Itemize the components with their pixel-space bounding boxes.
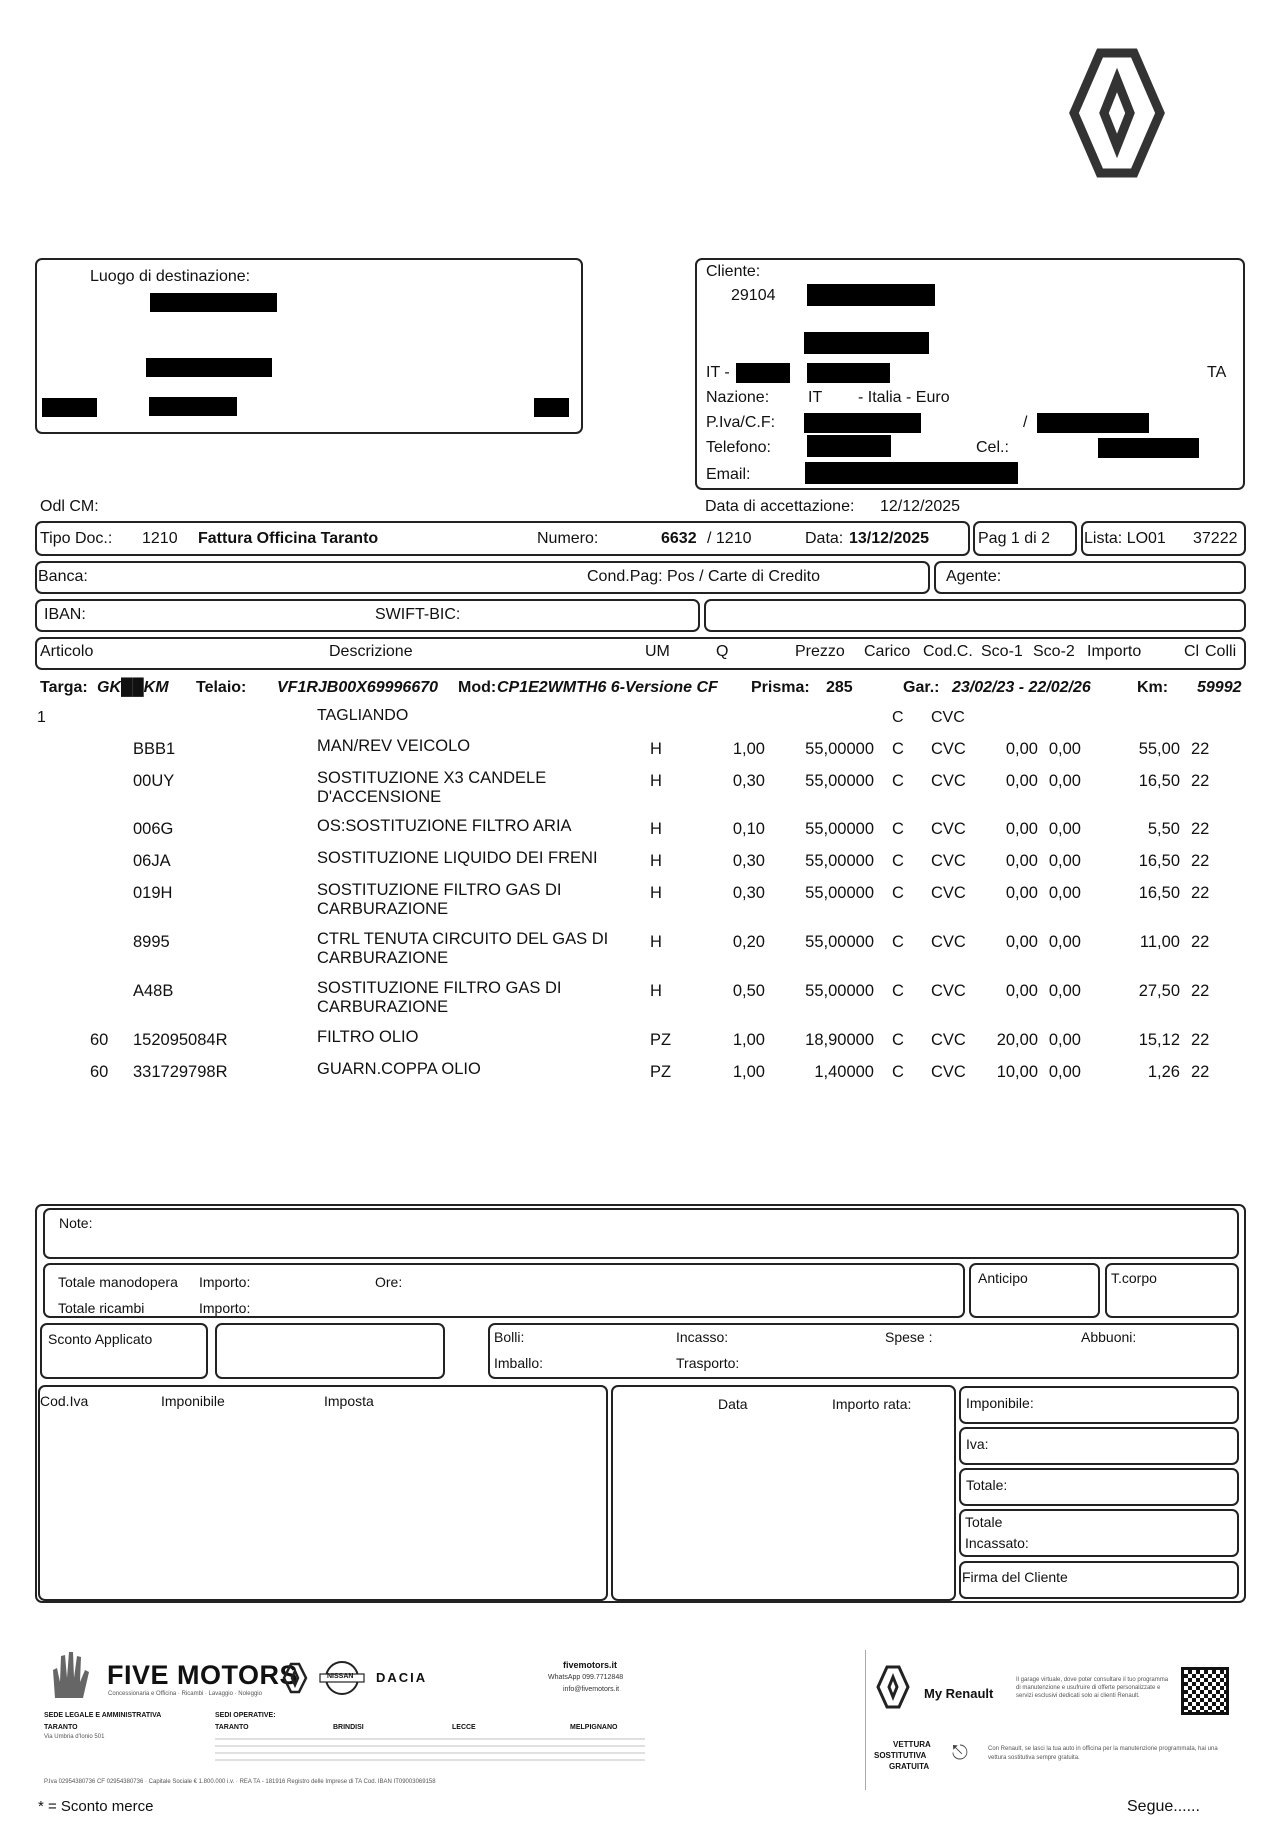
item-desc-2: D'ACCENSIONE (317, 788, 442, 806)
col-prezzo: Prezzo (795, 643, 845, 660)
list-label: Lista: LO01 (1084, 530, 1166, 547)
item-sco1: 0,00 (1005, 933, 1038, 951)
item-importo: 16,50 (1138, 852, 1180, 870)
iban-label: IBAN: (44, 606, 86, 623)
item-qty: 1,00 (732, 1063, 765, 1081)
doc-date: 13/12/2025 (849, 530, 930, 547)
item-sco1: 0,00 (1005, 772, 1038, 790)
redaction (736, 363, 790, 383)
vettura-line-3: GRATUITA (889, 1762, 930, 1771)
item-code: 019H (133, 884, 173, 902)
myrenault-logo (876, 1665, 910, 1709)
telaio-value: VF1RJB00X69996670 (277, 679, 439, 696)
item-desc: SOSTITUZIONE X3 CANDELE (317, 769, 547, 787)
item-sco2: 0,00 (1048, 982, 1081, 1000)
incasso-label: Incasso: (676, 1329, 729, 1345)
item-price: 55,00000 (805, 772, 874, 790)
item-carico: C (892, 852, 904, 870)
item-qty: 0,30 (732, 884, 765, 902)
imballo-label: Imballo: (494, 1355, 544, 1371)
redaction (1098, 438, 1199, 458)
item-price: 55,00000 (805, 852, 874, 870)
section-num: 1 (37, 709, 46, 726)
nation-label: Nazione: (706, 389, 770, 406)
manodopera-importo-label: Importo: (199, 1274, 251, 1290)
redaction (807, 284, 935, 306)
item-cl: 22 (1191, 1031, 1210, 1049)
item-qty: 1,00 (732, 740, 765, 758)
item-qty: 0,10 (732, 820, 765, 838)
section-codc: CVC (931, 709, 965, 726)
gar-value: 23/02/23 - 22/02/26 (952, 679, 1091, 696)
imponibile-col: Imponibile (161, 1393, 225, 1409)
note-label: Note: (59, 1215, 93, 1231)
col-articolo: Articolo (40, 643, 94, 660)
vettura-line-1: VETTURA (893, 1740, 931, 1749)
item-um: H (650, 740, 662, 758)
col-cl: Cl (1184, 643, 1200, 660)
col-um: UM (645, 643, 670, 660)
item-sco2: 0,00 (1048, 740, 1081, 758)
item-sco2: 0,00 (1048, 1031, 1081, 1049)
item-codc: CVC (931, 820, 966, 838)
item-desc-2: CARBURAZIONE (317, 949, 449, 967)
address-lines (215, 1736, 645, 1764)
mod-value: CP1E2WMTH6 6-Versione CF (497, 679, 718, 696)
spese-label: Spese : (885, 1329, 933, 1345)
brand-tagline: Concessionaria e Officina · Ricambi · Lavaggio · Noleggio (108, 1691, 262, 1697)
imponibile-label: Imponibile: (966, 1395, 1034, 1411)
item-carico: C (892, 884, 904, 902)
nissan-label: NISSAN (327, 1673, 354, 1680)
km-value: 59992 (1197, 679, 1242, 696)
item-cl: 22 (1191, 772, 1210, 790)
destination-label: Luogo di destinazione: (90, 268, 251, 285)
redaction (804, 332, 929, 354)
redaction (149, 397, 237, 416)
item-um: H (650, 884, 662, 902)
col-colli: Colli (1205, 643, 1237, 660)
item-sco2: 0,00 (1048, 933, 1081, 951)
item-desc: GUARN.COPPA OLIO (317, 1060, 481, 1078)
vat-label: P.Iva/C.F: (706, 414, 776, 431)
legal-line: P.Iva 02954380736 CF 02954380736 · Capitale Sociale € 1.800.000 i.v. · REA TA - 181916 Registro delle Imprese di TA Cod. IBAN IT09003069158 (44, 1779, 436, 1785)
item-codc: CVC (931, 982, 966, 1000)
hand-logo-icon (45, 1648, 95, 1703)
item-desc: OS:SOSTITUZIONE FILTRO ARIA (317, 817, 572, 835)
item-importo: 11,00 (1139, 933, 1180, 951)
iban-right-box (704, 599, 1246, 632)
targa-value: GK██KM (97, 679, 169, 696)
redaction (42, 398, 97, 417)
item-desc: SOSTITUZIONE LIQUIDO DEI FRENI (317, 849, 598, 867)
section-carico: C (892, 709, 904, 726)
item-sco2: 0,00 (1048, 772, 1081, 790)
item-sco1: 0,00 (1005, 820, 1038, 838)
item-price: 55,00000 (805, 884, 874, 902)
item-desc-2: CARBURAZIONE (317, 900, 449, 918)
item-sco2: 0,00 (1048, 852, 1081, 870)
doc-number: 6632 (661, 530, 697, 547)
item-codc: CVC (931, 884, 966, 902)
item-carico: C (892, 933, 904, 951)
item-sco2: 0,00 (1048, 820, 1081, 838)
item-desc-2: CARBURAZIONE (317, 998, 449, 1016)
whatsapp-label: WhatsApp 099.7712848 (548, 1674, 624, 1681)
redaction (807, 435, 891, 457)
item-importo: 16,50 (1138, 772, 1180, 790)
item-sco1: 0,00 (1005, 852, 1038, 870)
item-price: 55,00000 (805, 982, 874, 1000)
imposta-col: Imposta (324, 1393, 374, 1409)
item-um: H (650, 772, 662, 790)
op1-city: TARANTO (215, 1724, 249, 1731)
item-sco1: 0,00 (1005, 884, 1038, 902)
incassato-label-1: Totale (965, 1514, 1003, 1530)
renault-small-logo (282, 1662, 308, 1694)
item-cl: 22 (1191, 1063, 1210, 1081)
payment-condition: Cond.Pag: Pos / Carte di Credito (587, 568, 821, 585)
installments-box (611, 1385, 956, 1601)
item-code: A48B (133, 982, 174, 1000)
item-importo: 27,50 (1138, 982, 1180, 1000)
op2-city: BRINDISI (333, 1724, 364, 1731)
acceptance-label: Data di accettazione: (705, 498, 855, 515)
redaction (150, 293, 277, 312)
client-it-prefix: IT - (706, 364, 730, 381)
item-sco2: 0,00 (1048, 1063, 1081, 1081)
dacia-label: DACIA (376, 1670, 428, 1685)
cell-label: Cel.: (976, 439, 1009, 456)
item-prefix: 60 (90, 1063, 109, 1081)
web-label: fivemotors.it (563, 1660, 618, 1670)
item-price: 55,00000 (805, 933, 874, 951)
item-qty: 1,00 (732, 1031, 765, 1049)
abbuoni-label: Abbuoni: (1081, 1329, 1137, 1345)
section-desc: TAGLIANDO (317, 707, 409, 724)
myrenault-text: Il garage virtuale, dove poter consultare il tuo programma di manutenzione e usufruire di offerte personalizzate e servizi esclusivi dedicati solo ai clienti Renault. (1016, 1677, 1169, 1699)
rata-col: Importo rata: (832, 1396, 912, 1412)
item-code: 06JA (133, 852, 171, 870)
item-cl: 22 (1191, 852, 1210, 870)
col-q: Q (716, 643, 729, 660)
item-code: 8995 (133, 933, 170, 951)
item-um: H (650, 933, 662, 951)
renault-logo (1062, 48, 1172, 178)
iva-label: Iva: (966, 1436, 989, 1452)
item-codc: CVC (931, 1031, 966, 1049)
iva-box (959, 1427, 1239, 1465)
item-code: 006G (133, 820, 174, 838)
item-code: 152095084R (133, 1031, 228, 1049)
col-carico: Carico (864, 643, 911, 660)
labor-box (43, 1263, 965, 1318)
item-codc: CVC (931, 740, 966, 758)
phone-label: Telefono: (706, 439, 771, 456)
item-cl: 22 (1191, 982, 1210, 1000)
totale-label: Totale: (966, 1477, 1008, 1493)
item-um: H (650, 820, 662, 838)
item-desc: SOSTITUZIONE FILTRO GAS DI (317, 979, 562, 997)
item-cl: 22 (1191, 884, 1210, 902)
item-um: PZ (650, 1063, 672, 1081)
doc-type-code: 1210 (142, 530, 178, 547)
nation-name: - Italia - Euro (858, 389, 950, 406)
item-desc: SOSTITUZIONE FILTRO GAS DI (317, 881, 562, 899)
item-sco1: 20,00 (996, 1031, 1038, 1049)
vat-table-box (38, 1385, 608, 1601)
car-icon: ⎋ (952, 1742, 968, 1764)
doc-number-suffix: / 1210 (707, 530, 752, 547)
item-price: 55,00000 (805, 740, 874, 758)
item-importo: 16,50 (1138, 884, 1180, 902)
client-label: Cliente: (706, 263, 761, 280)
swift-label: SWIFT-BIC: (375, 606, 461, 623)
five-motors-brand: FIVE MOTORS (107, 1660, 299, 1690)
item-qty: 0,30 (732, 852, 765, 870)
prisma-value: 285 (826, 679, 853, 696)
mail-label: info@fivemotors.it (563, 1686, 620, 1693)
anticipo-label: Anticipo (978, 1270, 1028, 1286)
agent-label: Agente: (946, 568, 1002, 585)
item-qty: 0,20 (732, 933, 765, 951)
sconto-merce-note: * = Sconto merce (38, 1798, 154, 1815)
item-qty: 0,30 (732, 772, 765, 790)
item-codc: CVC (931, 772, 966, 790)
item-um: PZ (650, 1031, 672, 1049)
col-sco2: Sco-2 (1033, 643, 1075, 660)
page-indicator: Pag 1 di 2 (978, 530, 1051, 547)
item-cl: 22 (1191, 740, 1210, 758)
footer-divider (865, 1650, 866, 1790)
codiva-col: Cod.Iva (40, 1393, 89, 1409)
redaction (804, 413, 921, 433)
item-cl: 22 (1191, 933, 1210, 951)
acceptance-date: 12/12/2025 (880, 498, 961, 515)
col-sco1: Sco-1 (981, 643, 1023, 660)
item-codc: CVC (931, 933, 966, 951)
telaio-label: Telaio: (196, 679, 247, 696)
redaction (807, 363, 890, 383)
ore-label: Ore: (375, 1274, 403, 1290)
gar-label: Gar.: (903, 679, 940, 696)
item-importo: 5,50 (1147, 820, 1180, 838)
doc-type-label: Tipo Doc.: (40, 530, 113, 547)
item-um: H (650, 852, 662, 870)
item-code: 00UY (133, 772, 175, 790)
qr-code (1181, 1667, 1229, 1715)
km-label: Km: (1137, 679, 1169, 696)
doc-date-label: Data: (805, 530, 844, 547)
col-descrizione: Descrizione (329, 643, 413, 660)
targa-label: Targa: (40, 679, 88, 696)
item-price: 55,00000 (805, 820, 874, 838)
item-codc: CVC (931, 852, 966, 870)
doc-number-label: Numero: (537, 530, 599, 547)
vettura-line-2: SOSTITUTIVA (874, 1751, 927, 1760)
doc-type-name: Fattura Officina Taranto (198, 530, 379, 547)
incassato-label-2: Incassato: (965, 1535, 1029, 1551)
ricambi-importo-label: Importo: (199, 1300, 251, 1316)
segue-label: Segue...... (1127, 1798, 1200, 1815)
trasporto-label: Trasporto: (676, 1355, 740, 1371)
item-desc: FILTRO OLIO (317, 1028, 419, 1046)
item-code: BBB1 (133, 740, 176, 758)
item-um: H (650, 982, 662, 1000)
client-province: TA (1207, 364, 1227, 381)
odl-label: Odl CM: (40, 498, 99, 515)
myrenault-label: My Renault (924, 1686, 994, 1701)
redaction (805, 462, 1018, 484)
item-carico: C (892, 820, 904, 838)
item-carico: C (892, 772, 904, 790)
nation-code: IT (808, 389, 823, 406)
sede-address: Via Umbria d'Ionio 501 (44, 1734, 105, 1740)
iban-box (35, 599, 700, 632)
bolli-label: Bolli: (494, 1329, 525, 1345)
item-prefix: 60 (90, 1031, 109, 1049)
item-importo: 15,12 (1138, 1031, 1180, 1049)
tcorpo-label: T.corpo (1111, 1270, 1157, 1286)
bank-label: Banca: (38, 568, 88, 585)
data-col: Data (718, 1396, 748, 1412)
item-codc: CVC (931, 1063, 966, 1081)
signature-label: Firma del Cliente (962, 1569, 1068, 1585)
item-carico: C (892, 740, 904, 758)
item-carico: C (892, 1031, 904, 1049)
list-value: 37222 (1193, 530, 1238, 547)
col-importo: Importo (1087, 643, 1142, 660)
op4-city: MELPIGNANO (570, 1724, 618, 1731)
item-importo: 1,26 (1147, 1063, 1180, 1081)
item-price: 18,90000 (805, 1031, 874, 1049)
item-sco1: 0,00 (1005, 740, 1038, 758)
op3-city: LECCE (452, 1724, 476, 1731)
mod-label: Mod: (458, 679, 497, 696)
item-code: 331729798R (133, 1063, 228, 1081)
item-desc: CTRL TENUTA CIRCUITO DEL GAS DI (317, 930, 609, 948)
redaction (1037, 413, 1149, 433)
sconto-label: Sconto Applicato (48, 1331, 153, 1347)
manodopera-label: Totale manodopera (58, 1274, 178, 1290)
item-sco2: 0,00 (1048, 884, 1081, 902)
sede-city: TARANTO (44, 1724, 78, 1731)
item-carico: C (892, 982, 904, 1000)
item-price: 1,40000 (814, 1063, 874, 1081)
email-label: Email: (706, 466, 751, 483)
item-cl: 22 (1191, 820, 1210, 838)
sedi-title: SEDI OPERATIVE: (215, 1712, 276, 1719)
vat-separator: / (1023, 414, 1028, 431)
item-importo: 55,00 (1138, 740, 1180, 758)
item-desc: MAN/REV VEICOLO (317, 737, 471, 755)
sconto-value-box (215, 1323, 445, 1379)
item-qty: 0,50 (732, 982, 765, 1000)
prisma-label: Prisma: (751, 679, 810, 696)
col-codc: Cod.C. (923, 643, 973, 660)
note-box (43, 1208, 1239, 1259)
redaction (534, 398, 569, 417)
ricambi-label: Totale ricambi (58, 1300, 145, 1316)
item-carico: C (892, 1063, 904, 1081)
item-sco1: 10,00 (996, 1063, 1038, 1081)
client-code: 29104 (731, 287, 776, 304)
redaction (146, 358, 272, 377)
item-sco1: 0,00 (1005, 982, 1038, 1000)
vettura-text: Con Renault, se lasci la tua auto in officina per la manutenzione programmata, hai una vettura sostitutiva sempre gratuita. (988, 1746, 1218, 1761)
sede-title: SEDE LEGALE E AMMINISTRATIVA (44, 1712, 162, 1719)
